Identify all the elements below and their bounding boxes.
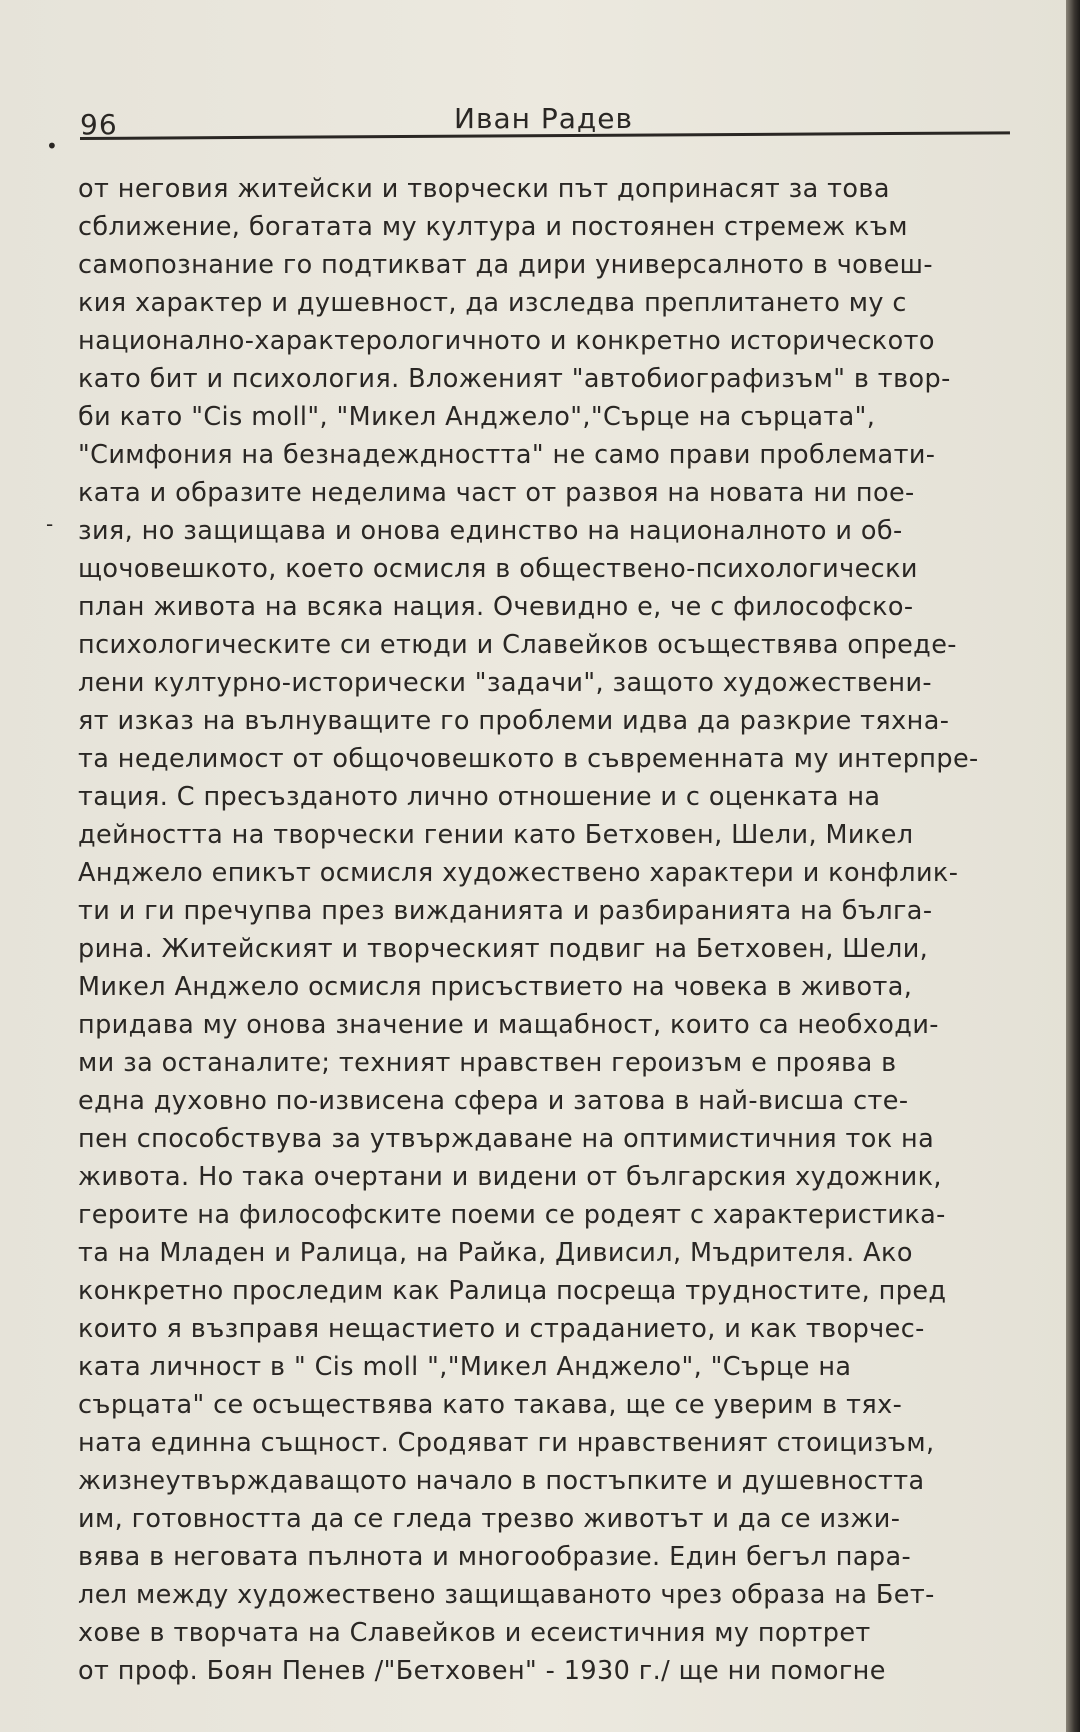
text-line: самопознание го подтикват да дири универсалното в човеш- [78,250,934,280]
text-line: пен способствува за утвърждаване на оптимистичния ток на [78,1124,935,1154]
text-line: които я възправя нещастието и страданието, и как творчес- [78,1314,925,1344]
text-line: кия характер и душевност, да изследва преплитането му с [78,288,907,318]
text-line: ят изказ на вълнуващите го проблеми идва да разкрие тяхна- [78,706,950,736]
text-line: "Симфония на безнадеждността" не само прави проблемати- [78,440,936,470]
text-line: ната единна същност. Сродяват ги нравственият стоицизъм, [78,1428,935,1458]
text-line: Микел Анджело осмисля присъствието на човека в живота, [78,972,913,1002]
text-line: ката личност в " Cis moll ","Микел Анджело", "Сърце на [78,1352,852,1382]
text-line: сърцата" се осъществява като такава, ще се уверим в тях- [78,1390,903,1420]
text-line: ти и ги пречупва през вижданията и разбиранията на бълга- [78,896,933,926]
text-line: та неделимост от общочовешкото в съвременната му интерпре- [78,744,979,774]
text-line: една духовно по-извисена сфера и затова в най-висша сте- [78,1086,909,1116]
text-line: психологическите си етюди и Славейков осъществява опреде- [78,630,957,660]
text-line: ката и образите неделима част от развоя на новата ни пое- [78,478,915,508]
text-line: ми за останалите; техният нравствен героизъм е проява в [78,1048,897,1078]
text-line: жизнеутвърждаващото начало в постъпките и душевността [78,1466,925,1496]
margin-dash-mark: - [46,512,54,536]
text-line: конкретно проследим как Ралица посреща трудностите, пред [78,1276,947,1306]
text-line: щочовешкото, което осмисля в обществено-психологически [78,554,918,584]
text-line: би като "Cis moll", "Микел Анджело","Сърце на сърцата", [78,402,876,432]
text-line: от проф. Боян Пенев /"Бетховен" - 1930 г./ ще ни помогне [78,1656,886,1686]
text-line: вява в неговата пълнота и многообразие. Един бегъл пара- [78,1542,912,1572]
text-line: хове в творчата на Славейков и есеистичния му портрет [78,1618,871,1648]
text-line: рина. Житейският и творческият подвиг на Бетховен, Шели, [78,934,929,964]
text-line: от неговия житейски и творчески път допринасят за това [78,174,890,204]
text-line: героите на философските поеми се родеят с характеристика- [78,1200,946,1230]
page-edge-shadow [1066,0,1080,1732]
text-line: Анджело епикът осмисля художествено характери и конфлик- [78,858,959,888]
page-number: 96 [80,108,118,141]
running-title: Иван Радев [454,102,633,135]
text-line: план живота на всяка нация. Очевидно е, че с философско- [78,592,914,622]
text-line: национално-характерологичното и конкретно историческото [78,326,935,356]
text-line: придава му онова значение и мащабност, които са необходи- [78,1010,939,1040]
text-line: та на Младен и Ралица, на Райка, Дивисил, Мъдрителя. Ако [78,1238,913,1268]
text-line: сближение, богатата му култура и постоянен стремеж към [78,212,908,242]
text-line: като бит и психология. Вложеният "автобиографизъм" в твор- [78,364,951,394]
text-line: лел между художествено защищаваното чрез образа на Бет- [78,1580,935,1610]
text-line: им, готовността да се гледа трезво животът и да се изжи- [78,1504,901,1534]
text-line: зия, но защищава и онова единство на националното и об- [78,516,903,546]
text-line: тация. С пресъзданото лично отношение и с оценката на [78,782,881,812]
page-header [70,100,1014,140]
text-line: дейността на творчески гении като Бетховен, Шели, Микел [78,820,914,850]
body-text [78,170,1058,1690]
margin-dot-mark: • [46,134,58,158]
text-line: лени културно-исторически "задачи", защото художествени- [78,668,933,698]
text-line: живота. Но така очертани и видени от българския художник, [78,1162,942,1192]
